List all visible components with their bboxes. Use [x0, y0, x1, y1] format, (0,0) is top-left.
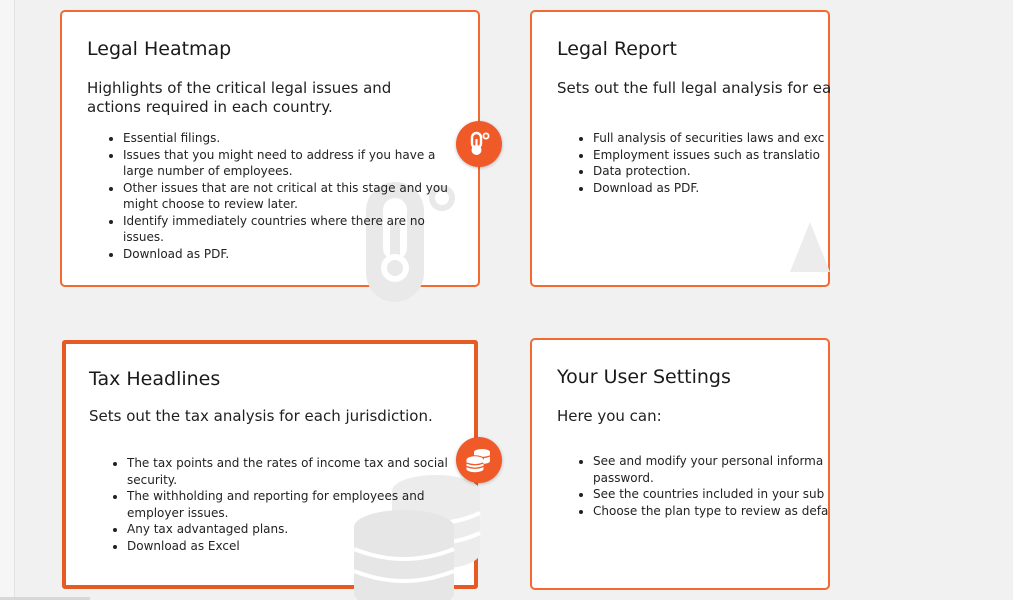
card-description: Here you can:	[557, 407, 662, 425]
list-item: • See the countries included in your sub	[593, 486, 1013, 503]
feature-list	[575, 453, 1013, 519]
thermometer-icon	[466, 131, 492, 157]
list-item: • The withholding and reporting for employees and employer issues.	[127, 488, 462, 521]
legal-heatmap-card[interactable]	[60, 10, 480, 287]
card-description: Sets out the full legal analysis for ea	[557, 79, 832, 97]
list-item	[593, 453, 1013, 486]
list-item: • Data protection.	[593, 163, 1013, 180]
list-item: • Essential filings.	[123, 130, 463, 147]
list-item: • Full analysis of securities laws and exc	[593, 130, 1013, 147]
list-item: • Other issues that are not critical at this stage and you might choose to review later.	[123, 180, 463, 213]
feature-list	[575, 130, 1013, 196]
list-item: • Employment issues such as translatio	[593, 147, 1013, 164]
list-item-text: See and modify your personal informa	[593, 454, 824, 468]
card-title: Your User Settings	[557, 366, 731, 388]
list-item-continuation: password.	[593, 470, 654, 485]
list-item: • Download as Excel	[127, 538, 462, 555]
tax-headlines-badge[interactable]	[456, 437, 502, 483]
card-description: Sets out the tax analysis for each jurisdiction.	[89, 407, 433, 425]
legal-report-card[interactable]	[530, 10, 830, 287]
card-description: Highlights of the critical legal issues and actions required in each country.	[87, 79, 392, 116]
list-item: • Identify immediately countries where there are no issues.	[123, 213, 463, 246]
tax-headlines-card[interactable]	[62, 340, 478, 589]
user-settings-card[interactable]	[530, 338, 830, 590]
report-watermark-icon	[790, 222, 830, 272]
list-item: • Download as PDF.	[123, 246, 463, 263]
left-panel-edge	[0, 0, 15, 600]
list-item: • Any tax advantaged plans.	[127, 521, 462, 538]
card-title: Tax Headlines	[89, 368, 221, 390]
card-title: Legal Report	[557, 38, 677, 60]
list-item: • The tax points and the rates of income tax and social security.	[127, 455, 462, 488]
list-item: • Choose the plan type to review as defa	[593, 503, 1013, 520]
legal-heatmap-badge[interactable]	[456, 121, 502, 167]
feature-list	[105, 130, 463, 262]
list-item: • Download as PDF.	[593, 180, 1013, 197]
card-title: Legal Heatmap	[87, 38, 232, 60]
list-item: • Issues that you might need to address if you have a large number of employees.	[123, 147, 463, 180]
coins-icon	[465, 447, 493, 473]
feature-list	[109, 455, 462, 554]
